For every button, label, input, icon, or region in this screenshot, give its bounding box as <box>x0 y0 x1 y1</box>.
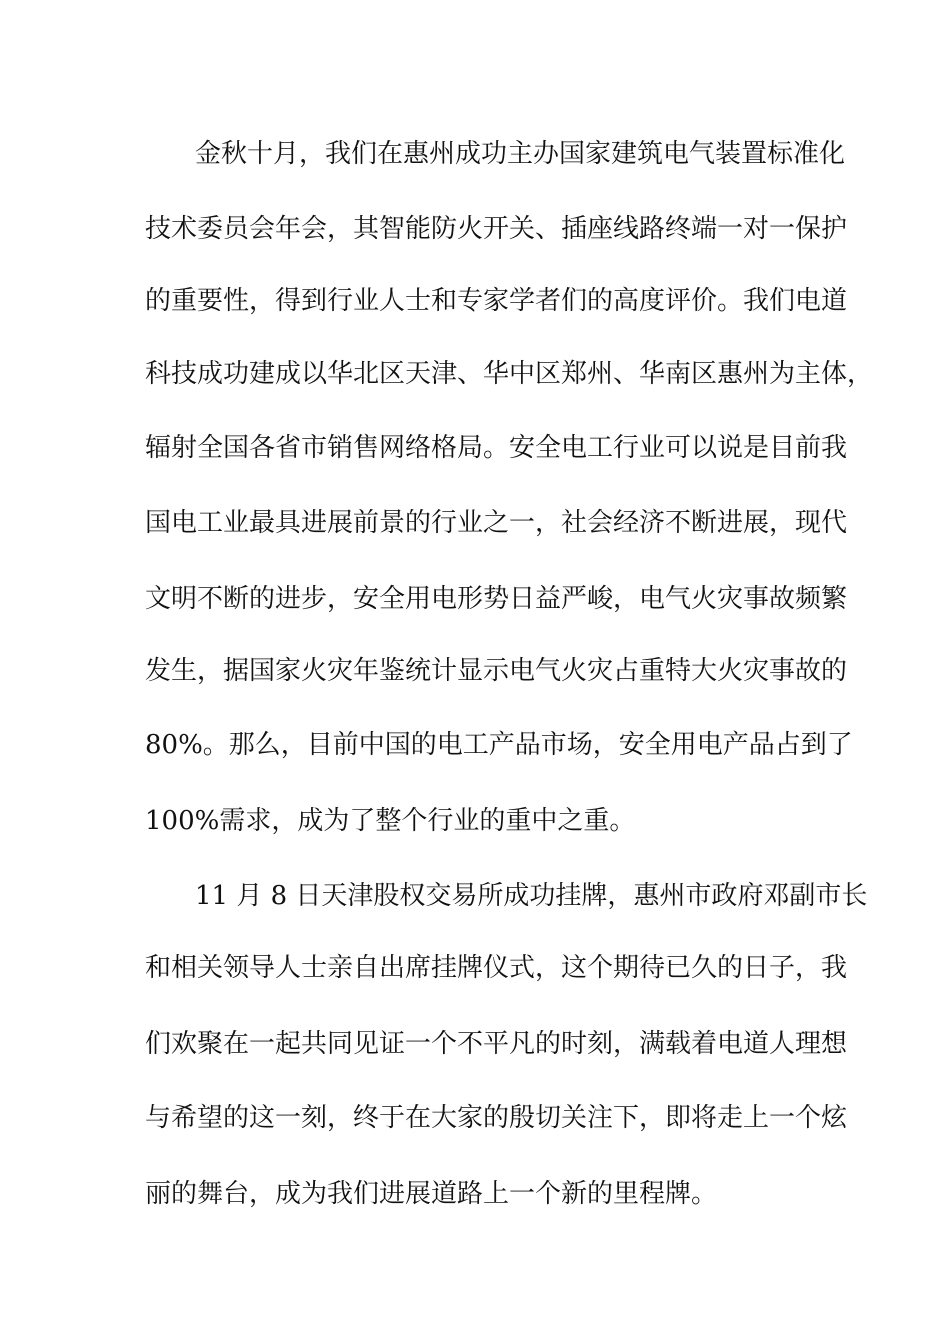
text-line: 辐射全国各省市销售网络格局。安全电工行业可以说是目前我 <box>145 433 848 463</box>
text-line: 的重要性，得到行业人士和专家学者们的高度评价。我们电道 <box>145 286 848 316</box>
text-line: 丽的舞台，成为我们进展道路上一个新的里程牌。 <box>145 1179 718 1209</box>
text-line: 科技成功建成以华北区天津、华中区郑州、华南区惠州为主体， <box>145 359 874 389</box>
text-line: 100%需求，成为了整个行业的重中之重。 <box>145 806 636 836</box>
text-line: 与希望的这一刻，终于在大家的殷切关注下，即将走上一个炫 <box>145 1103 848 1133</box>
text-line: 11 月 8 日天津股权交易所成功挂牌，惠州市政府邓副市长 <box>195 881 868 911</box>
text-line: 发生，据国家火灾年鉴统计显示电气火灾占重特大火灾事故的 <box>145 656 848 686</box>
text-line: 们欢聚在一起共同见证一个不平凡的时刻，满载着电道人理想 <box>145 1029 848 1059</box>
text-line: 金秋十月，我们在惠州成功主办国家建筑电气装置标准化 <box>195 139 846 169</box>
text-line: 文明不断的进步，安全用电形势日益严峻，电气火灾事故频繁 <box>145 584 848 614</box>
text-line: 80%。那么，目前中国的电工产品市场，安全用电产品占到了 <box>145 730 853 760</box>
text-line: 国电工业最具进展前景的行业之一，社会经济不断进展，现代 <box>145 508 848 538</box>
text-line: 和相关领导人士亲自出席挂牌仪式，这个期待已久的日子，我 <box>145 953 848 983</box>
text-line: 技术委员会年会，其智能防火开关、插座线路终端一对一保护 <box>145 214 848 244</box>
